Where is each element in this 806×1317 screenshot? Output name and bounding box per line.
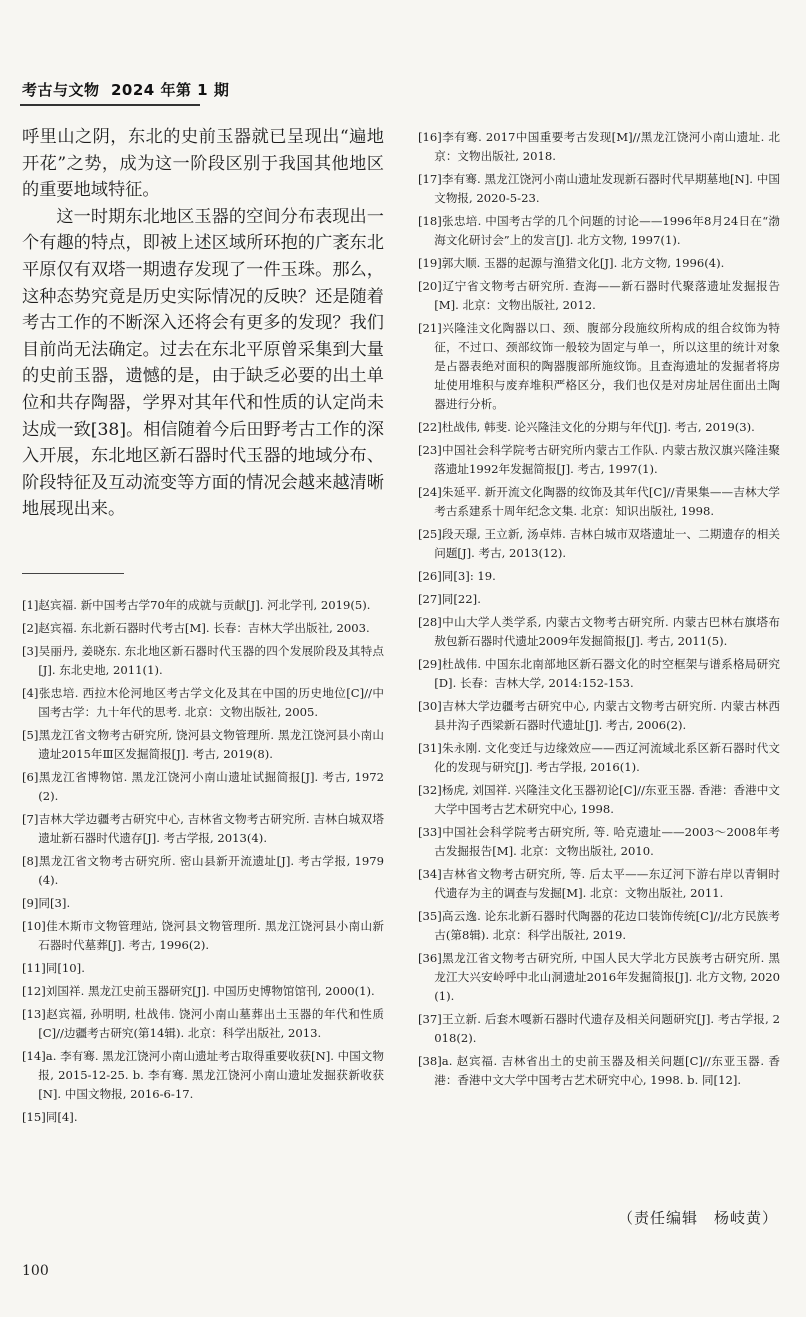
- responsible-editor: （责任编辑 杨岐黄）: [618, 1209, 779, 1227]
- reference-item: [11]同[10].: [22, 960, 85, 975]
- reference-item: [16]李有骞. 2017中国重要考古发现[M]//黑龙江饶河小南山遗址. 北京：文物出版社, 2018.: [418, 130, 780, 163]
- reference-item: [35]高云逸. 论东北新石器时代陶器的花边口装饰传统[C]//北方民族考古(第8辑). 北京：科学出版社, 2019.: [418, 909, 780, 942]
- reference-item: [34]吉林省文物考古研究所, 等. 后太平——东辽河下游右岸以青铜时代遗存为主的调查与发掘[M]. 北京：文物出版社, 2011.: [418, 867, 780, 900]
- reference-list-left: [22, 596, 384, 1127]
- reference-item: [28]中山大学人类学系, 内蒙古文物考古研究所. 内蒙古巴林右旗塔布敖包新石器时代遗址2009年发掘简报[J]. 考古, 2011(5).: [418, 615, 780, 648]
- reference-item: [32]杨虎, 刘国祥. 兴隆洼文化玉器初论[C]//东亚玉器. 香港：香港中文大学中国考古艺术研究中心, 1998.: [418, 783, 780, 816]
- reference-item: [22]杜战伟, 韩斐. 论兴隆洼文化的分期与年代[J]. 考古, 2019(3).: [418, 420, 755, 434]
- reference-item: [3]吴丽丹, 姜晓东. 东北地区新石器时代玉器的四个发展阶段及其特点[J]. 东北史地, 2011(1).: [22, 643, 384, 677]
- reference-item: [14]a. 李有骞. 黑龙江饶河小南山遗址考古取得重要收获[N]. 中国文物报, 2015-12-25. b. 李有骞. 黑龙江饶河小南山遗址发掘获新收获[N]. 中国文物报, 2016-6-17.: [22, 1048, 384, 1101]
- reference-item: [1]赵宾福. 新中国考古学70年的成就与贡献[J]. 河北学刊, 2019(5).: [22, 597, 371, 612]
- reference-item: [26]同[3]: 19.: [418, 569, 496, 583]
- reference-item: [33]中国社会科学院考古研究所, 等. 哈克遗址——2003～2008年考古发掘报告[M]. 北京：文物出版社, 2010.: [418, 825, 780, 858]
- reference-item: [19]郭大顺. 玉器的起源与渔猎文化[J]. 北方文物, 1996(4).: [418, 256, 725, 270]
- reference-item: [36]黑龙江省文物考古研究所, 中国人民大学北方民族考古研究所. 黑龙江大兴安岭呼中北山洞遗址2016年发掘简报[J]. 北方文物, 2020(1).: [418, 951, 780, 1003]
- header-rule: [20, 104, 200, 106]
- reference-item: [2]赵宾福. 东北新石器时代考古[M]. 长春：吉林大学出版社, 2003.: [22, 620, 370, 635]
- reference-item: [25]段天璟, 王立新, 汤卓炜. 吉林白城市双塔遗址一、二期遗存的相关问题[J]. 考古, 2013(12).: [418, 527, 780, 560]
- reference-item: [17]李有骞. 黑龙江饶河小南山遗址发现新石器时代早期墓地[N]. 中国文物报, 2020-5-23.: [418, 172, 780, 205]
- reference-item: [6]黑龙江省博物馆. 黑龙江饶河小南山遗址试掘简报[J]. 考古, 1972(2).: [22, 769, 384, 803]
- reference-list-right: [418, 128, 780, 1090]
- right-column: [418, 128, 780, 1094]
- reference-item: [18]张忠培. 中国考古学的几个问题的讨论——1996年8月24日在“渤海文化研讨会”上的发言[J]. 北方文物, 1997(1).: [418, 214, 780, 247]
- reference-item: [12]刘国祥. 黑龙江史前玉器研究[J]. 中国历史博物馆馆刊, 2000(1).: [22, 983, 375, 998]
- reference-item: [29]杜战伟. 中国东北南部地区新石器文化的时空框架与谱系格局研究[D]. 长春：吉林大学, 2014:152-153.: [418, 657, 780, 690]
- reference-item: [9]同[3].: [22, 895, 71, 910]
- reference-item: [7]吉林大学边疆考古研究中心, 吉林省文物考古研究所. 吉林白城双塔遗址新石器时代遗存[J]. 考古学报, 2013(4).: [22, 811, 384, 845]
- body-paragraph-1: 呼里山之阴，东北的史前玉器就已呈现出“遍地开花”之势，成为这一阶段区别于我国其他地区的重要地域特征。: [22, 127, 384, 201]
- reference-item: [10]佳木斯市文物管理站, 饶河县文物管理所. 黑龙江饶河县小南山新石器时代墓葬[J]. 考古, 1996(2).: [22, 918, 384, 952]
- reference-item: [31]朱永刚. 文化变迁与边缘效应——西辽河流域北系区新石器时代文化的发现与研究[J]. 考古学报, 2016(1).: [418, 741, 780, 774]
- reference-item: [21]兴隆洼文化陶器以口、颈、腹部分段施纹所构成的组合纹饰为特征，不过口、颈部纹饰一般较为固定与单一，所以这里的统计对象是占器表绝对面积的陶器腹部所施纹饰。且查海遗址的发掘者将房址使用堆积与废弃堆积严格区分，我们也仅是对房址居住面出土陶器进行分析。: [418, 321, 780, 411]
- reference-item: [5]黑龙江省文物考古研究所, 饶河县文物管理所. 黑龙江饶河县小南山遗址2015年Ⅲ区发掘简报[J]. 考古, 2019(8).: [22, 727, 384, 761]
- reference-item: [24]朱延平. 新开流文化陶器的纹饰及其年代[C]//青果集——吉林大学考古系建系十周年纪念文集. 北京：知识出版社, 1998.: [418, 485, 780, 518]
- reference-item: [30]吉林大学边疆考古研究中心, 内蒙古文物考古研究所. 内蒙古林西县井沟子西梁新石器时代遗址[J]. 考古, 2006(2).: [418, 699, 780, 732]
- page-number: 100: [22, 1263, 49, 1279]
- footnote-rule: [22, 573, 124, 574]
- reference-item: [15]同[4].: [22, 1109, 78, 1124]
- journal-header: [22, 79, 229, 100]
- reference-item: [13]赵宾福, 孙明明, 杜战伟. 饶河小南山墓葬出土玉器的年代和性质[C]//边疆考古研究(第14辑). 北京：科学出版社, 2013.: [22, 1006, 384, 1040]
- reference-item: [23]中国社会科学院考古研究所内蒙古工作队. 内蒙古敖汉旗兴隆洼聚落遗址1992年发掘简报[J]. 考古, 1997(1).: [418, 443, 780, 476]
- reference-item: [20]辽宁省文物考古研究所. 查海——新石器时代聚落遗址发掘报告[M]. 北京：文物出版社, 2012.: [418, 279, 780, 312]
- reference-item: [8]黑龙江省文物考古研究所. 密山县新开流遗址[J]. 考古学报, 1979(4).: [22, 853, 384, 887]
- reference-item: [27]同[22].: [418, 592, 481, 606]
- reference-item: [4]张忠培. 西拉木伦河地区考古学文化及其在中国的历史地位[C]//中国考古学：九十年代的思考. 北京：文物出版社, 2005.: [22, 685, 384, 719]
- body-paragraph-2: 这一时期东北地区玉器的空间分布表现出一个有趣的特点，即被上述区域所环抱的广袤东北平原仅有双塔一期遗存发现了一件玉珠。那么，这种态势究竟是历史实际情况的反映？还是随着考古工作的不断深入还将会有更多的发现？我们目前尚无法确定。过去在东北平原曾采集到大量的史前玉器，遗憾的是，由于缺乏必要的出土单位和共存陶器，学界对其年代和性质的认定尚未达成一致[38]。相信随着今后田野考古工作的深入开展，东北地区新石器时代玉器的地域分布、阶段特征及互动流变等方面的情况会越来越清晰地展现出来。: [22, 206, 384, 520]
- reference-item: [37]王立新. 后套木嘎新石器时代遗存及相关问题研究[J]. 考古学报, 2018(2).: [418, 1012, 780, 1045]
- reference-item: [38]a. 赵宾福. 吉林省出土的史前玉器及相关问题[C]//东亚玉器. 香港：香港中文大学中国考古艺术研究中心, 1998. b. 同[12].: [418, 1054, 780, 1087]
- left-column: [22, 124, 384, 1131]
- journal-issue: 2024 年第 1 期: [110, 81, 230, 99]
- journal-title: 考古与文物: [22, 81, 100, 99]
